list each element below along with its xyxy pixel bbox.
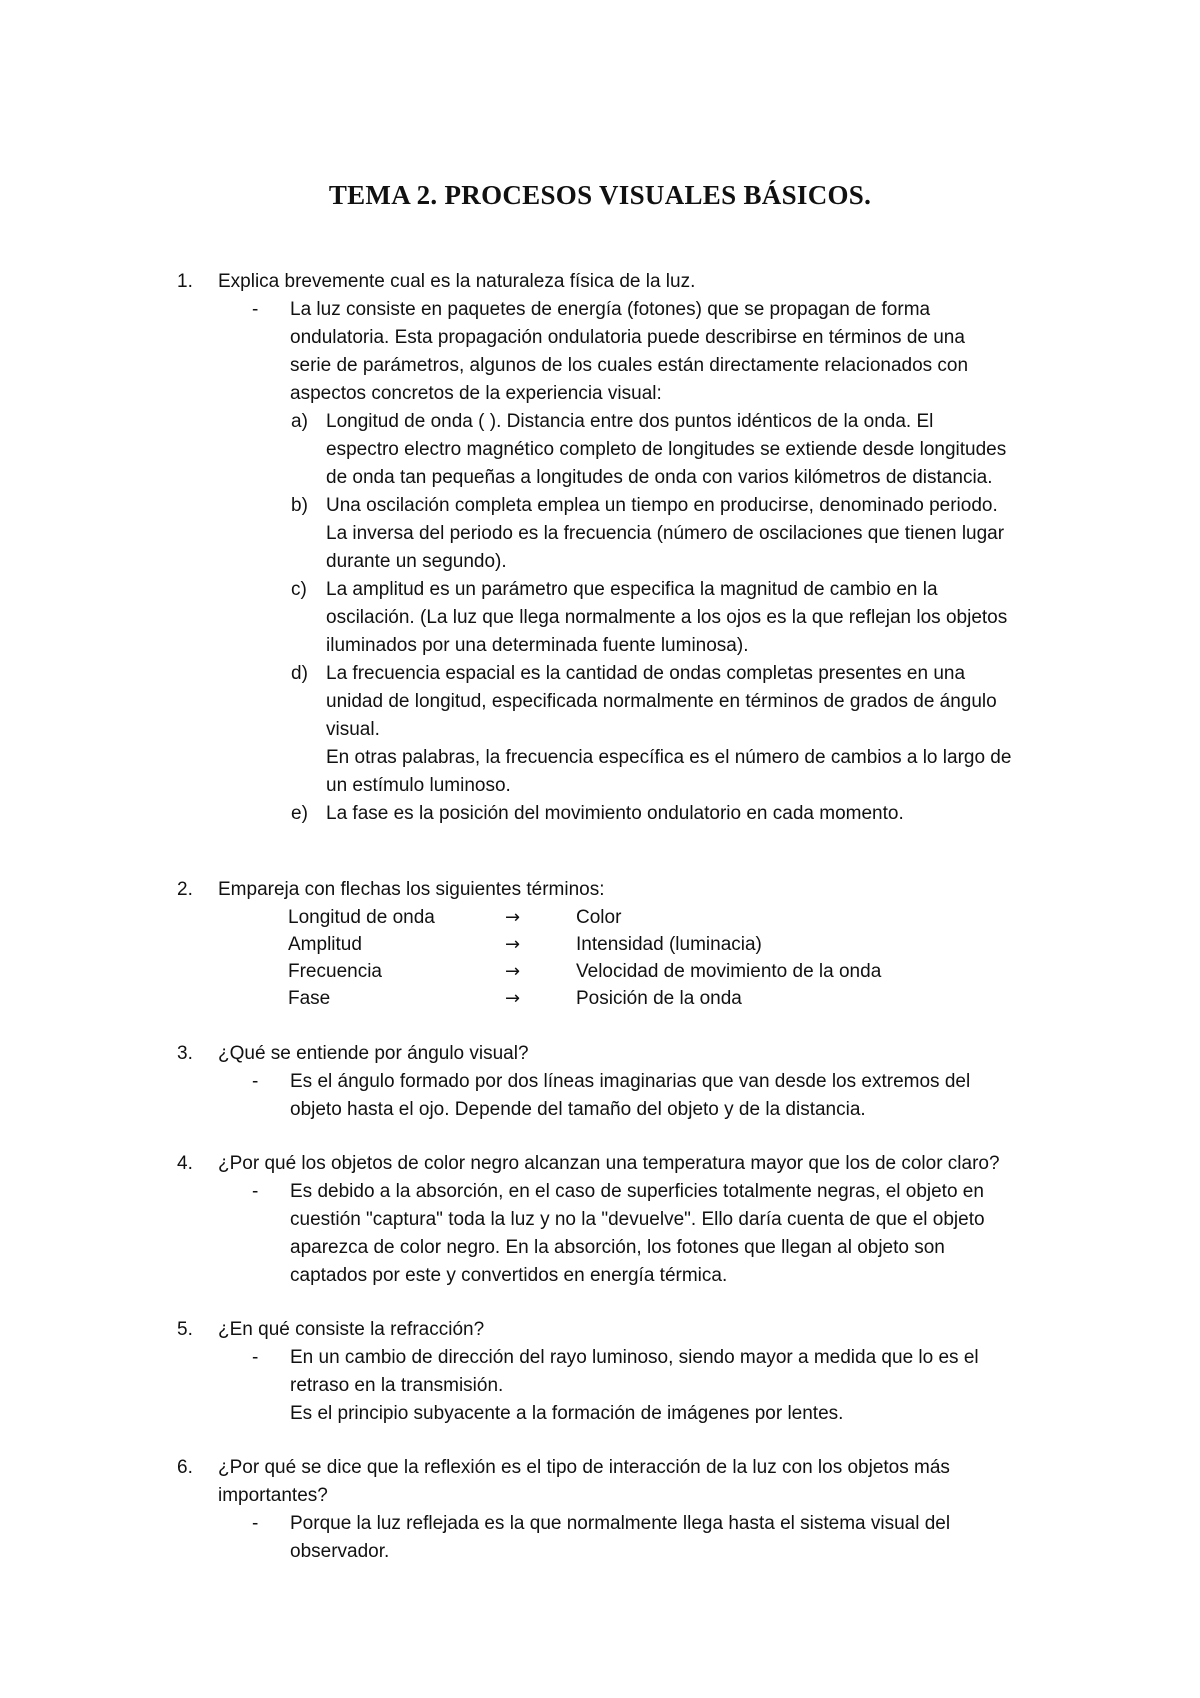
item-line: La fase es la posición del movimiento ondulatorio en cada momento.	[326, 803, 904, 824]
answer-line: cuestión "captura" toda la luz y no la "devuelve". Ello daría cuenta de que el objeto	[290, 1209, 985, 1230]
question-number: 4.	[177, 1153, 193, 1174]
item-line: durante un segundo).	[326, 551, 507, 572]
answer-line: Porque la luz reflejada es la que normalmente llega hasta el sistema visual del	[290, 1513, 951, 1534]
question-text: ¿Por qué los objetos de color negro alcanzan una temperatura mayor que los de color claro?	[218, 1153, 1000, 1174]
item-line: La inversa del periodo es la frecuencia (número de oscilaciones que tienen lugar	[326, 523, 1005, 544]
answer-dash: -	[252, 299, 259, 320]
answer-line: Es debido a la absorción, en el caso de superficies totalmente negras, el objeto en	[290, 1181, 984, 1202]
item-letter: b)	[291, 495, 308, 516]
item-line: La frecuencia espacial es la cantidad de ondas completas presentes en una	[326, 663, 966, 684]
question-number: 5.	[177, 1319, 193, 1340]
item-letter: e)	[291, 803, 308, 824]
item-line: de onda tan pequeñas a longitudes de onda con varios kilómetros de distancia.	[326, 467, 993, 488]
item-line: unidad de longitud, especificada normalmente en términos de grados de ángulo	[326, 691, 997, 712]
item-line: Una oscilación completa emplea un tiempo en producirse, denominado periodo.	[326, 495, 998, 516]
answer-line: serie de parámetros, algunos de los cuales están directamente relacionados con	[290, 355, 969, 376]
item-line: iluminados por una determinada fuente luminosa).	[326, 635, 749, 656]
match-term: Amplitud	[288, 934, 362, 955]
question-text: ¿En qué consiste la refracción?	[218, 1319, 485, 1340]
answer-line: ondulatoria. Esta propagación ondulatoria puede describirse en términos de una	[290, 327, 965, 348]
question-text: Explica brevemente cual es la naturaleza física de la luz.	[218, 271, 696, 292]
question-text: ¿Qué se entiende por ángulo visual?	[218, 1043, 529, 1064]
answer-line: observador.	[290, 1541, 390, 1562]
answer-line: Es el ángulo formado por dos líneas imaginarias que van desde los extremos del	[290, 1071, 971, 1092]
question-number: 6.	[177, 1457, 193, 1478]
question-text: Empareja con flechas los siguientes términos:	[218, 879, 605, 900]
answer-line: captados por este y convertidos en energía térmica.	[290, 1265, 728, 1286]
item-letter: c)	[291, 579, 307, 600]
item-line: Longitud de onda ( ). Distancia entre dos puntos idénticos de la onda. El	[326, 411, 934, 432]
question-text: importantes?	[218, 1485, 328, 1506]
item-line: En otras palabras, la frecuencia específica es el número de cambios a lo largo de	[326, 747, 1012, 768]
item-letter: d)	[291, 663, 308, 684]
match-value: Intensidad (luminacia)	[576, 934, 762, 955]
item-line: oscilación. (La luz que llega normalmente a los ojos es la que reflejan los objetos	[326, 607, 1008, 628]
arrow-icon: →	[505, 907, 521, 928]
answer-line: retraso en la transmisión.	[290, 1375, 504, 1396]
question-number: 3.	[177, 1043, 193, 1064]
item-line: espectro electro magnético completo de longitudes se extiende desde longitudes	[326, 439, 1007, 460]
answer-line: objeto hasta el ojo. Depende del tamaño del objeto y de la distancia.	[290, 1099, 866, 1120]
answer-dash: -	[252, 1347, 259, 1368]
page-title: TEMA 2. PROCESOS VISUALES BÁSICOS.	[328, 180, 872, 210]
match-term: Fase	[288, 988, 331, 1009]
arrow-icon: →	[505, 961, 521, 982]
answer-line: aparezca de color negro. En la absorción, los fotones que llegan al objeto son	[290, 1237, 945, 1258]
answer-line: Es el principio subyacente a la formación de imágenes por lentes.	[290, 1403, 844, 1424]
match-value: Posición de la onda	[576, 988, 742, 1009]
match-value: Color	[576, 907, 622, 928]
match-value: Velocidad de movimiento de la onda	[576, 961, 882, 982]
answer-line: En un cambio de dirección del rayo luminoso, siendo mayor a medida que lo es el	[290, 1347, 979, 1368]
question-number: 1.	[177, 271, 193, 292]
answer-dash: -	[252, 1071, 259, 1092]
answer-line: aspectos concretos de la experiencia visual:	[290, 383, 662, 404]
match-term: Frecuencia	[288, 961, 382, 982]
answer-dash: -	[252, 1513, 259, 1534]
answer-dash: -	[252, 1181, 259, 1202]
item-line: La amplitud es un parámetro que especifica la magnitud de cambio en la	[326, 579, 938, 600]
question-number: 2.	[177, 879, 193, 900]
item-line: visual.	[326, 719, 380, 740]
match-term: Longitud de onda	[288, 907, 435, 928]
arrow-icon: →	[505, 988, 521, 1009]
item-line: un estímulo luminoso.	[326, 775, 511, 796]
answer-line: La luz consiste en paquetes de energía (fotones) que se propagan de forma	[290, 299, 931, 320]
arrow-icon: →	[505, 934, 521, 955]
question-text: ¿Por qué se dice que la reflexión es el tipo de interacción de la luz con los objetos más	[218, 1457, 950, 1478]
item-letter: a)	[291, 411, 308, 432]
